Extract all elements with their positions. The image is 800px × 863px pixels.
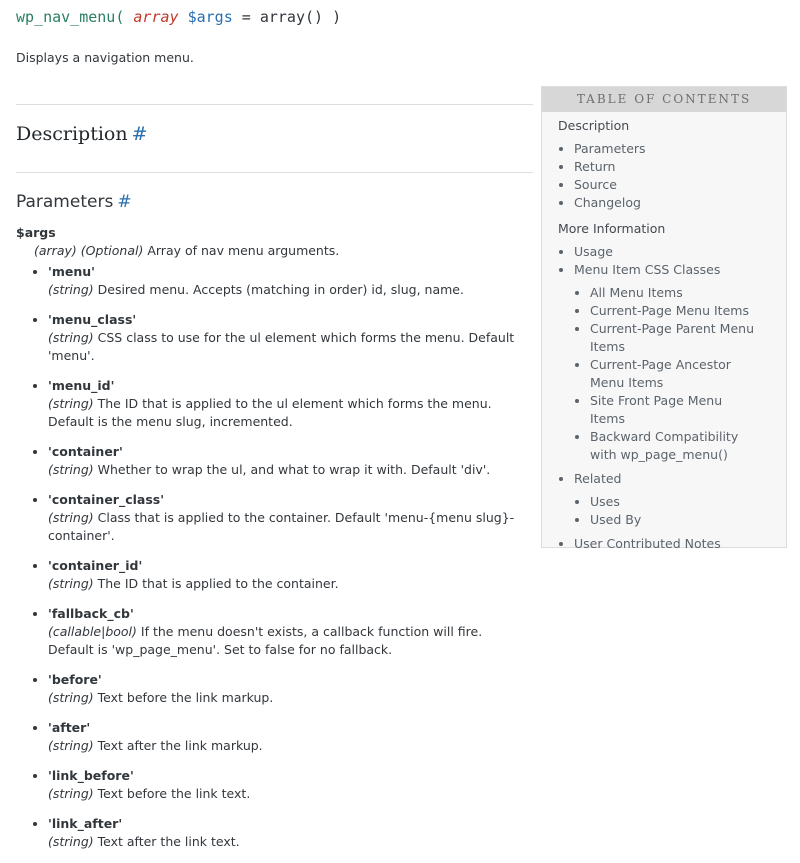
toc-body	[542, 112, 786, 553]
param-variable: $args	[187, 8, 233, 26]
arg-text: The ID that is applied to the container.	[97, 576, 339, 591]
arg-type: (string)	[48, 834, 94, 849]
function-name: wp_nav_menu(	[16, 8, 125, 26]
list-item	[48, 557, 520, 593]
table-of-contents	[541, 86, 787, 551]
param-type-label: (array)	[34, 243, 77, 258]
list-item	[48, 767, 520, 803]
list-item	[48, 263, 520, 299]
args-list	[30, 263, 520, 863]
arg-key: • 'container'	[48, 444, 123, 459]
arg-text: If the menu doesn't exists, a callback function will fire. Default is 'wp_page_menu'. Set to false for no fallback.	[48, 624, 483, 657]
arg-key: • 'container_class'	[48, 492, 165, 507]
toc-link-site-front-page-menu-items[interactable]: • Site Front Page Menu Items	[590, 392, 754, 428]
list-item	[48, 311, 520, 365]
param-default: = array() )	[232, 8, 342, 26]
param-name: $args	[16, 225, 56, 240]
toc-link-parameters[interactable]: • Parameters	[574, 140, 786, 158]
list-item	[48, 719, 520, 755]
arg-key: • 'container_id'	[48, 558, 143, 573]
parameters-heading	[16, 190, 132, 214]
toc-link-current-page-menu-items[interactable]: • Current-Page Menu Items	[590, 302, 754, 320]
arg-type: (callable|bool)	[48, 624, 137, 639]
description-heading	[16, 121, 148, 147]
arg-key: • 'fallback_cb'	[48, 606, 134, 621]
toc-link-more-information[interactable]: More Information	[558, 221, 666, 236]
list-item	[48, 491, 520, 545]
arg-type: (string)	[48, 690, 94, 705]
list-item	[48, 671, 520, 707]
arg-type: (string)	[48, 576, 94, 591]
list-item	[48, 815, 520, 851]
toc-item-related	[574, 470, 786, 529]
toc-link-changelog[interactable]: • Changelog	[574, 194, 786, 212]
function-signature	[16, 6, 341, 28]
toc-link-used-by[interactable]: • Used By	[590, 511, 786, 529]
toc-link-related[interactable]: Related	[574, 471, 622, 486]
arg-text: Whether to wrap the ul, and what to wrap it with. Default 'div'.	[97, 462, 491, 477]
arg-text: Desired menu. Accepts (matching in order) id, slug, name.	[97, 282, 464, 297]
param-optional-label: (Optional)	[80, 243, 144, 258]
arg-text: Text before the link text.	[97, 786, 251, 801]
arg-key: • 'menu'	[48, 264, 95, 279]
toc-title: TABLE OF CONTENTS	[542, 87, 786, 112]
toc-link-usage[interactable]: • Usage	[574, 243, 786, 261]
parameters-heading-text: Parameters	[16, 192, 114, 212]
arg-type: (string)	[48, 282, 94, 297]
param-type: array	[133, 8, 179, 26]
toc-more-list	[558, 243, 786, 553]
description-anchor-link[interactable]: #	[131, 123, 148, 145]
divider	[16, 172, 533, 173]
arg-text: Text before the link markup.	[97, 690, 274, 705]
param-description-text: Array of nav menu arguments.	[147, 243, 340, 258]
arg-key: • 'link_before'	[48, 768, 134, 783]
list-item	[48, 605, 520, 659]
toc-item-menu-css	[574, 261, 786, 464]
arg-type: (string)	[48, 396, 94, 411]
arg-key: • 'after'	[48, 720, 91, 735]
toc-link-backward-compatibility[interactable]: • Backward Compatibility with wp_page_menu()	[590, 428, 754, 464]
arg-type: (string)	[48, 786, 94, 801]
parameters-anchor-link[interactable]: #	[117, 192, 132, 212]
toc-link-menu-item-css-classes[interactable]: Menu Item CSS Classes	[574, 262, 721, 277]
toc-link-all-menu-items[interactable]: • All Menu Items	[590, 284, 754, 302]
arg-type: (string)	[48, 510, 94, 525]
arg-key: • 'before'	[48, 672, 102, 687]
arg-text: CSS class to use for the ul element which forms the menu. Default 'menu'.	[48, 330, 515, 363]
arg-text: The ID that is applied to the ul element which forms the menu. Default is the menu slug, incremented.	[48, 396, 492, 429]
divider	[16, 104, 533, 105]
toc-link-return[interactable]: • Return	[574, 158, 786, 176]
toc-css-sub-list	[574, 284, 754, 464]
arg-text: Class that is applied to the container. Default 'menu-{menu slug}-container'.	[48, 510, 515, 543]
arg-text: Text after the link markup.	[97, 738, 263, 753]
toc-link-uses[interactable]: • Uses	[590, 493, 786, 511]
toc-link-current-page-parent-menu-items[interactable]: • Current-Page Parent Menu Items	[590, 320, 754, 356]
arg-type: (string)	[48, 738, 94, 753]
arg-key: • 'menu_id'	[48, 378, 115, 393]
param-description	[34, 242, 339, 260]
arg-type: (string)	[48, 462, 94, 477]
arg-key: • 'link_after'	[48, 816, 123, 831]
function-summary: Displays a navigation menu.	[16, 50, 194, 65]
toc-related-sub-list	[574, 493, 786, 529]
description-heading-text: Description	[16, 123, 128, 145]
list-item	[48, 443, 520, 479]
toc-link-description[interactable]: Description	[558, 118, 630, 133]
toc-link-current-page-ancestor-menu-items[interactable]: • Current-Page Ancestor Menu Items	[590, 356, 754, 392]
toc-link-user-contributed-notes[interactable]: • User Contributed Notes	[574, 535, 786, 553]
arg-text: Text after the link text.	[97, 834, 240, 849]
toc-description-list	[558, 140, 786, 212]
list-item	[48, 377, 520, 431]
arg-key: • 'menu_class'	[48, 312, 137, 327]
toc-link-source[interactable]: • Source	[574, 176, 786, 194]
arg-type: (string)	[48, 330, 94, 345]
